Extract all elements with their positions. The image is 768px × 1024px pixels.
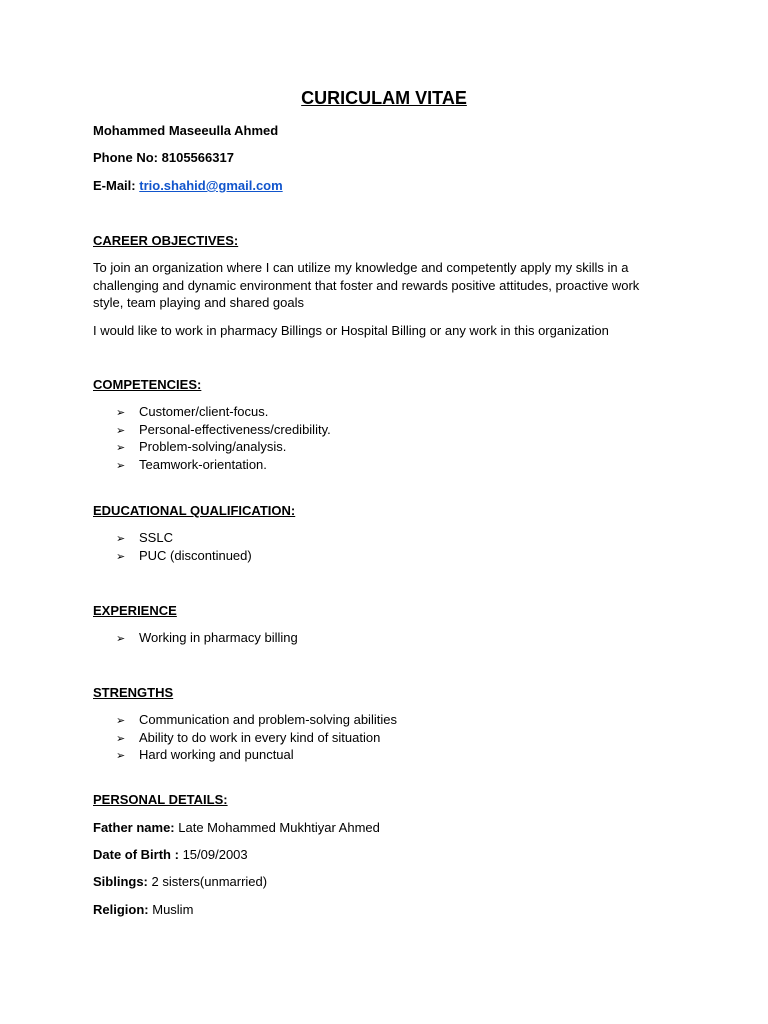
list-item <box>116 529 252 547</box>
list-item-text: Personal-effectiveness/credibility. <box>139 421 331 437</box>
father-value: Late Mohammed Mukhtiyar Ahmed <box>178 820 380 835</box>
competencies-heading: COMPETENCIES: <box>93 377 202 392</box>
competencies-list <box>116 403 331 474</box>
list-item-text: PUC (discontinued) <box>139 547 252 563</box>
experience-list <box>116 629 298 647</box>
list-item-text: Hard working and punctual <box>139 747 294 763</box>
list-item-text: Problem-solving/analysis. <box>139 439 287 455</box>
list-item <box>116 711 397 729</box>
arrow-bullet-icon: ➢ <box>116 424 126 437</box>
strengths-heading: STRENGTHS <box>93 685 174 700</box>
email-line <box>93 177 283 194</box>
list-item <box>116 729 397 747</box>
list-item-text: SSLC <box>139 530 173 545</box>
email-label: E-Mail: <box>93 178 136 193</box>
email-link[interactable]: trio.shahid@gmail.com <box>139 178 283 193</box>
list-item <box>116 456 331 474</box>
education-list <box>116 529 252 564</box>
religion-value: Muslim <box>152 902 194 917</box>
religion-line <box>93 901 193 918</box>
list-item-text: Customer/client-focus. <box>139 404 269 419</box>
dob-label: Date of Birth : <box>93 847 179 862</box>
strengths-list <box>116 711 397 764</box>
list-item <box>116 547 252 565</box>
arrow-bullet-icon: ➢ <box>116 407 126 419</box>
experience-heading: EXPERIENCE <box>93 603 177 618</box>
list-item <box>116 403 331 421</box>
candidate-name: Mohammed Maseeulla Ahmed <box>93 123 279 138</box>
phone-label: Phone No: <box>93 150 158 165</box>
list-item-text: Teamwork-orientation. <box>139 457 267 473</box>
siblings-label: Siblings: <box>93 874 148 889</box>
arrow-bullet-icon: ➢ <box>116 550 126 563</box>
arrow-bullet-icon: ➢ <box>116 750 126 763</box>
education-heading: EDUCATIONAL QUALIFICATION: <box>93 503 296 518</box>
father-label: Father name: <box>93 820 175 835</box>
arrow-bullet-icon: ➢ <box>116 633 126 645</box>
list-item <box>116 629 298 647</box>
document-title: CURICULAM VITAE <box>301 88 467 108</box>
list-item-text: Ability to do work in every kind of situation <box>139 729 381 745</box>
dob-value: 15/09/2003 <box>182 847 248 862</box>
list-item <box>116 438 331 456</box>
career-paragraph-1: To join an organization where I can utilize my knowledge and competently apply my skills in a challenging and dynamic environment that foster and rewards positive attitudes, proactive work style, team playing and shared goals <box>93 260 640 310</box>
list-item-text: Working in pharmacy billing <box>139 630 298 645</box>
siblings-value: 2 sisters(unmarried) <box>151 874 268 889</box>
list-item <box>116 746 397 764</box>
siblings-line <box>93 873 267 890</box>
personal-heading: PERSONAL DETAILS: <box>93 792 228 807</box>
arrow-bullet-icon: ➢ <box>116 732 126 745</box>
arrow-bullet-icon: ➢ <box>116 460 126 473</box>
list-item-text: Communication and problem-solving abilities <box>139 712 397 727</box>
arrow-bullet-icon: ➢ <box>116 715 126 727</box>
career-paragraph-2: I would like to work in pharmacy Billings or Hospital Billing or any work in this organization <box>93 323 609 338</box>
phone-line <box>93 149 234 166</box>
arrow-bullet-icon: ➢ <box>116 533 126 545</box>
career-heading: CAREER OBJECTIVES: <box>93 233 239 248</box>
religion-label: Religion: <box>93 902 149 917</box>
phone-value: 8105566317 <box>161 150 234 165</box>
father-line <box>93 819 380 836</box>
list-item <box>116 421 331 439</box>
arrow-bullet-icon: ➢ <box>116 442 126 455</box>
dob-line <box>93 846 248 863</box>
